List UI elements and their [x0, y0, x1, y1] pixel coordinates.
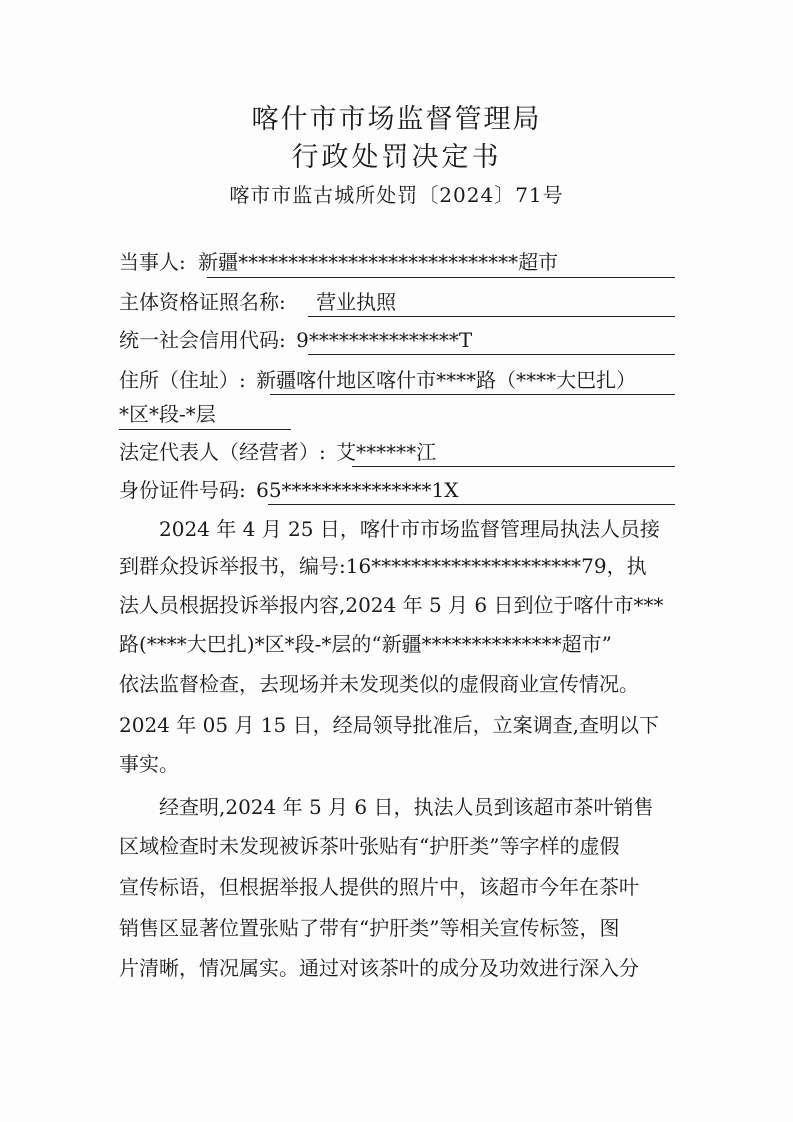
document-number: 喀市市监古城所处罚〔2024〕71号	[229, 183, 564, 207]
para1-line: 2024 年 4 月 25 日，喀什市市场监督管理局执法人员接	[159, 517, 660, 541]
address-value-line2: *区*段-*层	[119, 402, 216, 426]
para1-line: 到群众投诉举报书，编号:16*********************79，执	[119, 554, 647, 578]
license-value: 营业执照	[316, 290, 397, 314]
representative-value: 艾******江	[336, 440, 437, 464]
license-field	[119, 288, 396, 316]
para1-line: 事实。	[119, 752, 179, 776]
para1-line: 法人员根据投诉举报内容,2024 年 5 月 6 日到位于喀什市***	[119, 593, 664, 617]
para2-line: 宣传标语，但根据举报人提供的照片中，该超市今年在茶叶	[119, 875, 639, 899]
para2-line: 片清晰，情况属实。通过对该茶叶的成分及功效进行深入分	[119, 956, 639, 980]
para1-line: 依法监督检查，去现场并未发现类似的虚假商业宣传情况。	[119, 672, 639, 696]
para2-line: 经查明,2024 年 5 月 6 日，执法人员到该超市茶叶销售	[159, 795, 654, 819]
credit-code-label: 统一社会信用代码:	[119, 328, 286, 352]
representative-field	[119, 438, 436, 466]
document-type-title: 行政处罚决定书	[291, 142, 502, 173]
license-underline	[308, 316, 675, 317]
representative-underline	[352, 466, 675, 467]
address-value-line1: 新疆喀什地区喀什市****路（****大巴扎）	[256, 368, 637, 392]
address-field-line2	[119, 400, 216, 428]
address-label: 住所（住址）:	[119, 368, 246, 392]
credit-code-field	[119, 326, 472, 354]
address-underline-1	[270, 394, 675, 395]
para2-line: 区域检查时未发现被诉茶叶张贴有“护肝类”等字样的虚假	[119, 834, 620, 858]
id-number-underline	[268, 504, 675, 505]
representative-label: 法定代表人（经营者）:	[119, 440, 326, 464]
party-underline	[207, 277, 675, 278]
id-number-value: 65***************1X	[256, 478, 459, 502]
address-underline-2	[119, 429, 291, 430]
credit-code-underline	[308, 354, 675, 355]
para1-line: 2024 年 05 月 15 日，经局领导批准后，立案调查,查明以下	[119, 713, 659, 737]
agency-title: 喀什市市场监督管理局	[251, 104, 542, 135]
credit-code-value: 9***************T	[296, 328, 473, 352]
id-number-label: 身份证件号码:	[119, 478, 246, 502]
party-value: 新疆****************************超市	[198, 250, 559, 274]
address-field	[119, 366, 636, 394]
party-field	[119, 248, 558, 276]
para2-line: 销售区显著位置张贴了带有“护肝类”等相关宣传标签，图	[119, 916, 620, 940]
para1-line: 路(****大巴扎)*区*段-*层的“新疆**************超市”	[119, 632, 612, 656]
license-label: 主体资格证照名称:	[119, 290, 286, 314]
id-number-field	[119, 476, 459, 504]
party-label: 当事人:	[119, 250, 186, 274]
